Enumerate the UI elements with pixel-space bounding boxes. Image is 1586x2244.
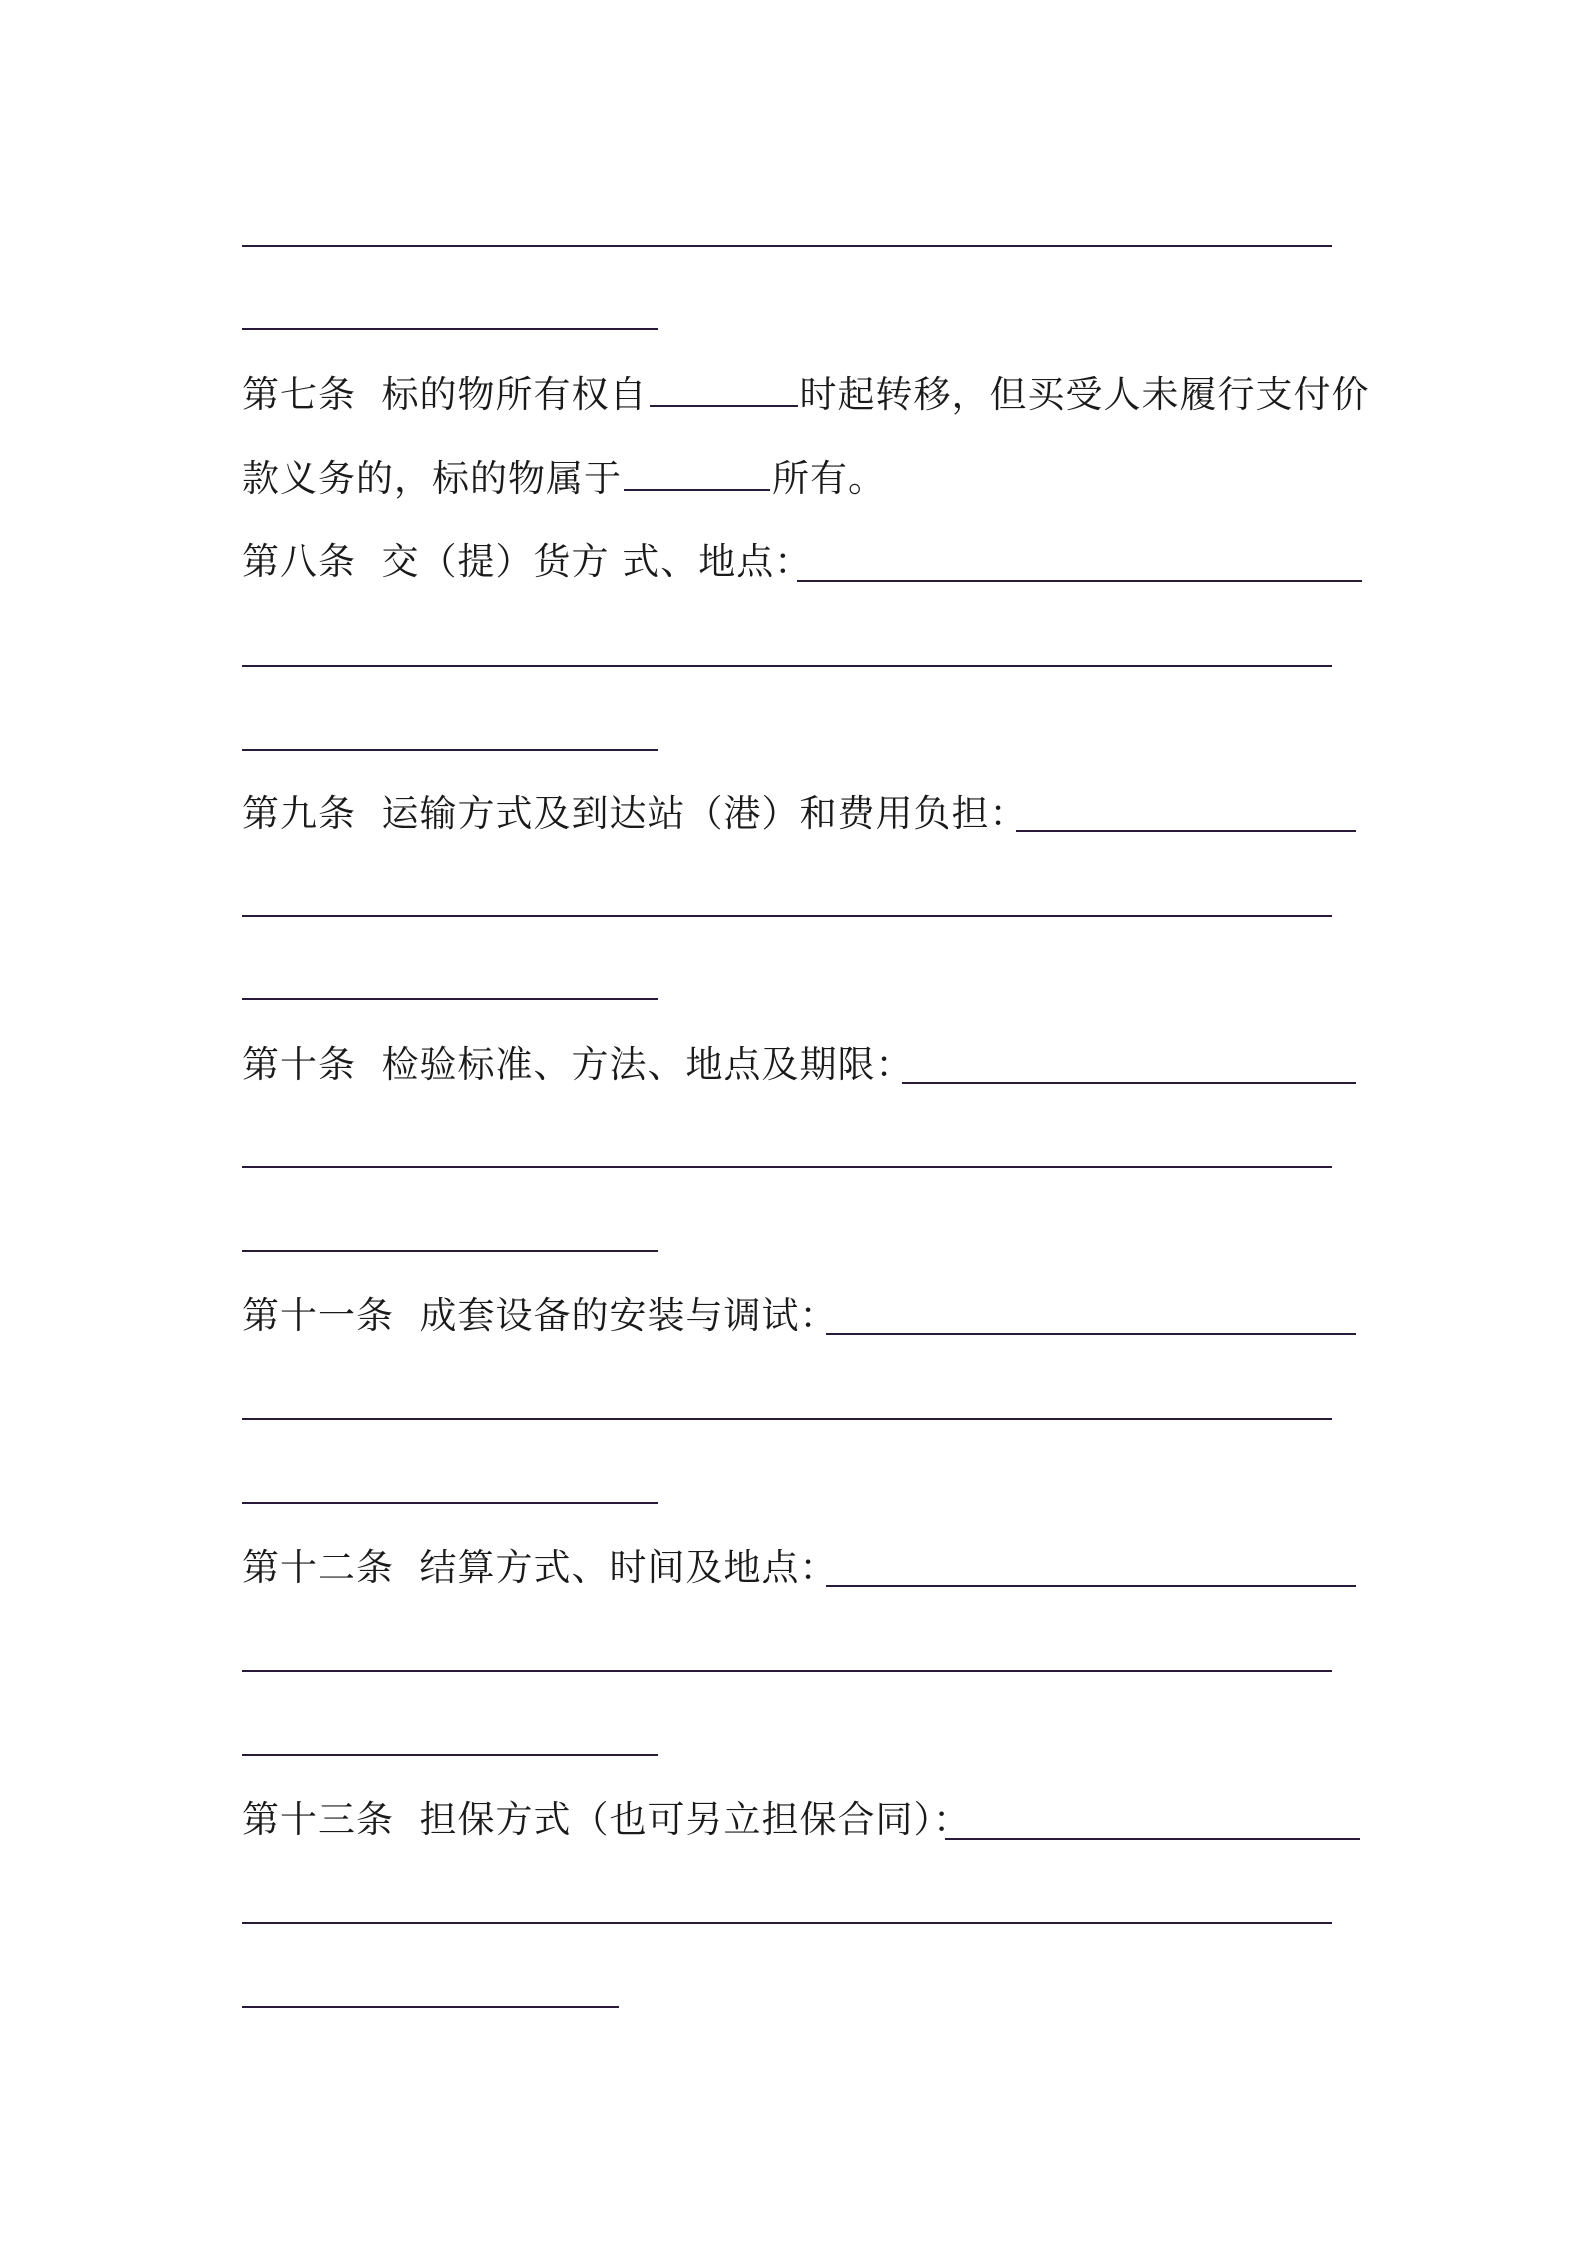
- blank-line[interactable]: [242, 245, 1332, 247]
- article-8-label: 第八条: [242, 540, 356, 583]
- blank-line[interactable]: [902, 1082, 1356, 1084]
- blank-line[interactable]: [242, 1502, 658, 1504]
- blank-line[interactable]: [826, 1585, 1356, 1587]
- article-12-text: 结算方式、时间及地点：: [419, 1546, 838, 1589]
- blank-line[interactable]: [242, 2006, 619, 2008]
- article-7-line-2: [242, 455, 886, 503]
- ownership-time-blank[interactable]: [650, 375, 798, 407]
- article-9-text: 运输方式及到达站（港）和费用负担：: [381, 792, 1028, 835]
- article-11-label: 第十一条: [242, 1294, 394, 1337]
- article-11-text: 成套设备的安装与调试：: [419, 1294, 838, 1337]
- article-7-text-d: 所有。: [772, 457, 886, 500]
- article-13-text: 担保方式（也可另立担保合同）：: [419, 1798, 972, 1841]
- blank-line[interactable]: [797, 580, 1362, 582]
- blank-line[interactable]: [242, 328, 658, 330]
- article-9-heading: [242, 790, 1028, 838]
- blank-line[interactable]: [242, 1418, 1332, 1420]
- blank-line[interactable]: [242, 1670, 1332, 1672]
- article-8-text: 交（提）货方 式、地点：: [381, 540, 813, 583]
- article-13-label: 第十三条: [242, 1798, 394, 1841]
- blank-line[interactable]: [242, 665, 1332, 667]
- owner-blank[interactable]: [624, 459, 770, 491]
- blank-line[interactable]: [242, 1922, 1332, 1924]
- article-12-heading: [242, 1544, 838, 1592]
- blank-line[interactable]: [242, 749, 658, 751]
- article-13-heading: [242, 1796, 971, 1844]
- blank-line[interactable]: [242, 998, 658, 1000]
- blank-line[interactable]: [242, 1250, 658, 1252]
- blank-line[interactable]: [242, 1754, 658, 1756]
- article-10-label: 第十条: [242, 1043, 356, 1086]
- blank-line[interactable]: [826, 1333, 1356, 1335]
- article-12-label: 第十二条: [242, 1546, 394, 1589]
- blank-line[interactable]: [242, 915, 1332, 917]
- article-10-heading: [242, 1041, 914, 1089]
- blank-line[interactable]: [1016, 830, 1356, 832]
- article-11-heading: [242, 1292, 838, 1340]
- article-8-heading: [242, 538, 812, 586]
- article-7-text-b: 时起转移，但买受人未履行支付价: [799, 373, 1370, 416]
- blank-line[interactable]: [945, 1838, 1360, 1840]
- article-7-line-1: [242, 371, 1370, 419]
- article-7-text-a: 标的物所有权自: [381, 373, 648, 416]
- article-10-text: 检验标准、方法、地点及期限：: [381, 1043, 914, 1086]
- article-7-label: 第七条: [242, 373, 356, 416]
- article-9-label: 第九条: [242, 792, 356, 835]
- article-7-text-c: 款义务的，标的物属于: [242, 457, 622, 500]
- blank-line[interactable]: [242, 1166, 1332, 1168]
